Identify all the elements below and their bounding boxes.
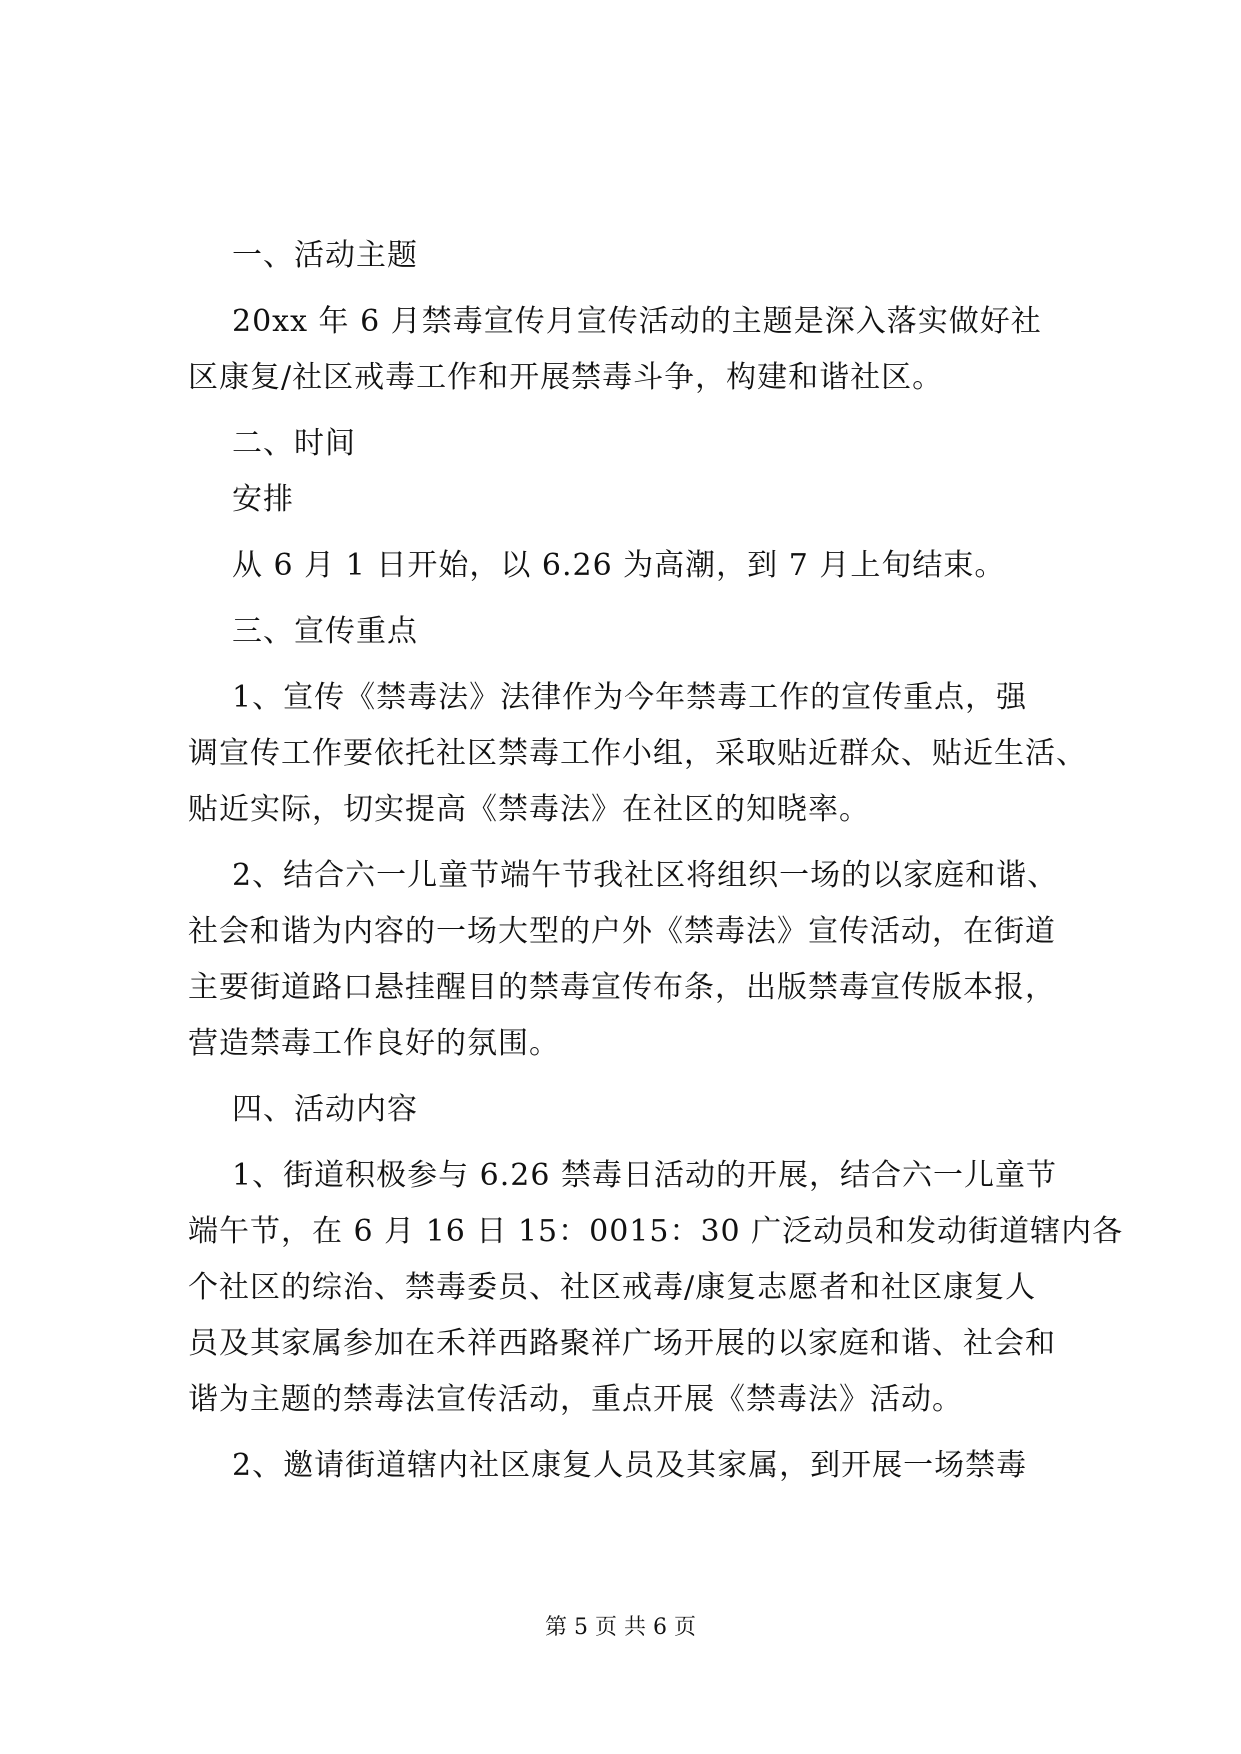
paragraph-focus-1-line-3: 贴近实际，切实提高《禁毒法》在社区的知晓率。 [188,792,870,827]
page-footer: 第 5 页 共 6 页 [545,1615,696,1640]
paragraph-activity-1-line-3: 个社区的综治、禁毒委员、社区戒毒/康复志愿者和社区康复人 [188,1270,1037,1305]
section-heading-activities: 四、活动内容 [232,1092,418,1127]
paragraph-focus-1-line-2: 调宣传工作要依托社区禁毒工作小组，采取贴近群众、贴近生活、 [188,736,1087,771]
paragraph-focus-2-line-4: 营造禁毒工作良好的氛围。 [188,1026,560,1061]
section-heading-theme: 一、活动主题 [232,238,418,273]
paragraph-theme-line-2: 区康复/社区戒毒工作和开展禁毒斗争，构建和谐社区。 [188,360,944,395]
paragraph-activity-1-line-2: 端午节，在 6 月 16 日 15：0015：30 广泛动员和发动街道辖内各 [188,1214,1124,1249]
paragraph-focus-2-line-1: 2、结合六一儿童节端午节我社区将组织一场的以家庭和谐、 [232,858,1059,893]
section-heading-focus: 三、宣传重点 [232,614,418,649]
paragraph-schedule: 从 6 月 1 日开始，以 6.26 为高潮，到 7 月上旬结束。 [232,548,1006,583]
paragraph-activity-1-line-1: 1、街道积极参与 6.26 禁毒日活动的开展，结合六一儿童节 [232,1158,1057,1193]
paragraph-theme-line-1: 20xx 年 6 月禁毒宣传月宣传活动的主题是深入落实做好社 [232,304,1042,339]
paragraph-activity-2-line-1: 2、邀请街道辖内社区康复人员及其家属，到开展一场禁毒 [232,1448,1028,1483]
paragraph-focus-1-line-1: 1、宣传《禁毒法》法律作为今年禁毒工作的宣传重点，强 [232,680,1028,715]
paragraph-focus-2-line-2: 社会和谐为内容的一场大型的户外《禁毒法》宣传活动，在街道 [188,914,1056,949]
section-heading-time: 二、时间 [232,426,356,461]
paragraph-focus-2-line-3: 主要街道路口悬挂醒目的禁毒宣传布条，出版禁毒宣传版本报， [188,970,1056,1005]
paragraph-activity-1-line-4: 员及其家属参加在禾祥西路聚祥广场开展的以家庭和谐、社会和 [188,1326,1056,1361]
document-body [188,228,1124,1494]
paragraph-activity-1-line-5: 谐为主题的禁毒法宣传活动，重点开展《禁毒法》活动。 [188,1382,963,1417]
section-subheading-arrangement: 安排 [232,482,294,517]
